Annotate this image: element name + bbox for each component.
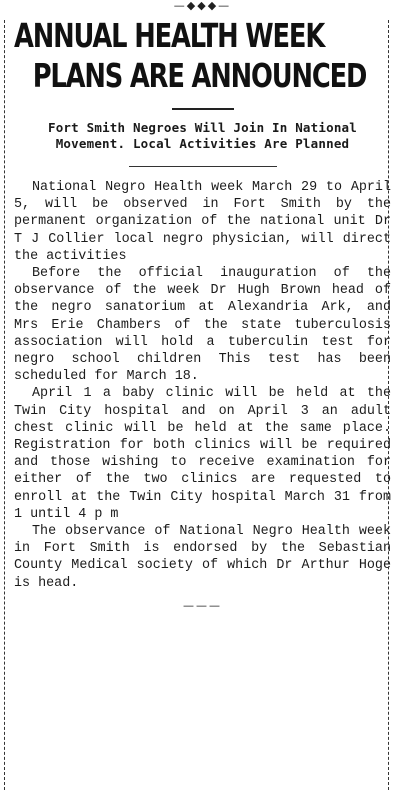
- top-ornament: —◆◆◆—: [173, 0, 232, 12]
- headline: [14, 16, 381, 96]
- article-paragraph-3: April 1 a baby clinic will be held at the Twin City hospital and on April 3 an adult chest clinic will be held at the same place. Registration for both clinics will be required and those wishing to receive examination for either of the two clinics are requested to enroll at the Twin City hospital March 31 from 1 until 4 p m: [14, 386, 391, 522]
- bottom-ornament: ———: [183, 598, 222, 612]
- article-paragraph-4: The observance of National Negro Health week in Fort Smith is endorsed by the Sebastian County Medical society of which Dr Arthur Hoge is head.: [14, 524, 391, 591]
- deck-divider: [129, 166, 277, 167]
- headline-line-2: PLANS ARE ANNOUNCED: [32, 56, 367, 95]
- headline-divider: [172, 108, 234, 110]
- article-body: [14, 179, 391, 592]
- deck-subheadline: Fort Smith Negroes Will Join In National Movement. Local Activities Are Planned: [47, 120, 358, 151]
- headline-line-1: ANNUAL HEALTH WEEK: [14, 16, 325, 55]
- article-paragraph-1: National Negro Health week March 29 to April 5, will be observed in Fort Smith by the permanent organization of the national unit Dr T J Collier local negro physician, will direct the activities: [14, 180, 391, 264]
- article-paragraph-2: Before the official inauguration of the observance of the week Dr Hugh Brown head of the negro sanatorium at Alexandria Ark, and Mrs Erie Chambers of the state tuberculosis association will hold a tuberculin test for negro school children This test has been scheduled for March 18.: [14, 266, 391, 385]
- column-rule-left: [4, 20, 5, 790]
- column-rule-right: [388, 20, 389, 790]
